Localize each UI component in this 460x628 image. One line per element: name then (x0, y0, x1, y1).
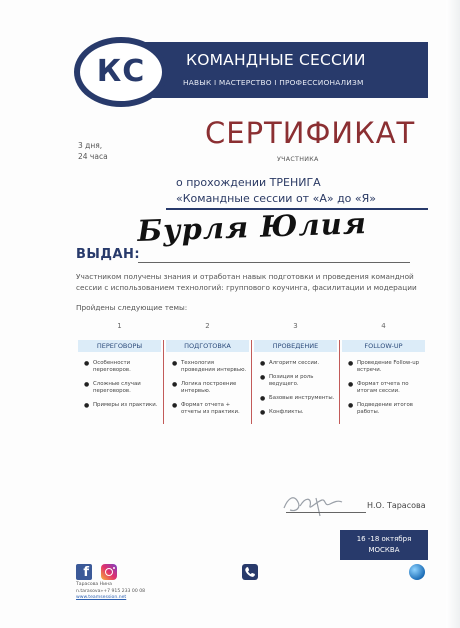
topic-item: ● Проведение Follow-up встречи. (348, 360, 420, 373)
topic-item: ● Примеры из практики. (84, 402, 158, 409)
bullet-icon: ● (84, 402, 90, 409)
signature-line (286, 512, 366, 513)
topic-column-3 (254, 322, 337, 426)
header-band (138, 42, 428, 98)
bullet-icon: ● (348, 402, 354, 409)
header-subtitle: НАВЫК I МАСТЕРСТВО I ПРОФЕССИОНАЛИЗМ (183, 78, 364, 87)
topic-item: ● Формат отчета по итогам сессии. (348, 381, 409, 394)
topic-list (78, 352, 161, 409)
issued-label: ВЫДАН: (76, 247, 141, 262)
bullet-icon: ● (172, 381, 178, 388)
topic-item: ● Алгоритм сессии. (260, 360, 320, 367)
topic-number: 2 (205, 322, 210, 330)
description-line-1: Участником получены знания и отработан навык подготовки и проведения командной (76, 272, 414, 281)
topic-title: ПЕРЕГОВОРЫ (78, 340, 161, 352)
contact-name: Тарасова Нина (76, 582, 112, 587)
topic-list (342, 352, 425, 416)
facebook-icon[interactable]: f (76, 564, 92, 580)
globe-icon[interactable] (409, 564, 425, 580)
training-line-2: «Командные сессии от «А» до «Я» (176, 192, 377, 205)
date-box (340, 530, 428, 560)
topic-number: 3 (293, 322, 298, 330)
contacts (76, 582, 145, 602)
signatory-name: Н.О. Тарасова (367, 501, 426, 510)
page-edge-shadow (446, 0, 460, 628)
topic-column-1 (78, 322, 161, 426)
duration-hours: 24 часа (78, 152, 108, 161)
topics-intro: Пройдены следующие темы: (76, 303, 188, 312)
topic-column-4 (342, 322, 425, 426)
instagram-ring (105, 568, 113, 576)
contact-phone: n.tarasova»+7 915 233 00 08 (76, 588, 146, 594)
bullet-icon: ● (260, 395, 266, 402)
training-line-1: о прохождении ТРЕНИГА (176, 176, 321, 189)
bullet-icon: ● (260, 374, 266, 381)
date-city: МОСКВА (368, 546, 400, 554)
ks-logo (74, 37, 168, 107)
topic-item: ● Подведение итогов работы. (348, 402, 413, 415)
bullet-icon: ● (260, 360, 266, 367)
bullet-icon: ● (84, 381, 90, 388)
topic-item: ● Логика построение интервью. (172, 381, 237, 394)
bullet-icon: ● (172, 360, 178, 367)
bullet-icon: ● (348, 381, 354, 388)
header-title: КОМАНДНЫЕ СЕССИИ (186, 51, 366, 69)
topic-item: ● Базовые инструменты. (260, 395, 335, 402)
bullet-icon: ● (260, 409, 266, 416)
topic-item: ● Формат отчета + отчеты из практики. (172, 402, 240, 415)
certificate-title: СЕРТИФИКАТ (205, 116, 416, 150)
description-line-2: сессии с использованием технологий: группового коучинга, фасилитации и модерации (76, 283, 417, 292)
topic-number: 1 (117, 322, 122, 330)
bullet-icon: ● (172, 402, 178, 409)
duration (78, 140, 108, 162)
participant-label: УЧАСТНИКА (277, 156, 319, 163)
phone-icon[interactable] (242, 564, 258, 580)
bullet-icon: ● (348, 360, 354, 367)
duration-days: 3 дня, (78, 141, 103, 150)
topic-item: ● Позиция и роль ведущего. (260, 374, 314, 387)
phone-glyph (242, 564, 258, 580)
topic-title: ПРОВЕДЕНИЕ (254, 340, 337, 352)
topic-title: ПОДГОТОВКА (166, 340, 249, 352)
topic-title: FOLLOW-UP (342, 340, 425, 352)
column-divider (163, 340, 164, 424)
topic-column-2 (166, 322, 249, 426)
date-range: 16 -18 октября (356, 535, 412, 543)
instagram-icon[interactable] (101, 564, 117, 580)
topic-number: 4 (381, 322, 386, 330)
topic-item: ● Особенности переговоров. (84, 360, 131, 373)
column-divider (251, 340, 252, 424)
topic-list (254, 352, 337, 416)
topic-item: ● Конфликты. (260, 409, 304, 416)
instagram-dot (113, 567, 115, 569)
topic-list (166, 352, 249, 416)
website-link[interactable]: www.teamsession.net (76, 595, 127, 601)
handwritten-signature (276, 480, 356, 520)
recipient-name: Бурля Юлия (136, 206, 368, 248)
issued-underline (138, 262, 410, 263)
logo-text: КС (96, 54, 146, 89)
column-divider (339, 340, 340, 424)
topic-item: ● Сложные случаи переговоров. (84, 381, 141, 394)
topic-item: ● Технология проведения интервью. (172, 360, 247, 373)
bullet-icon: ● (84, 360, 90, 367)
